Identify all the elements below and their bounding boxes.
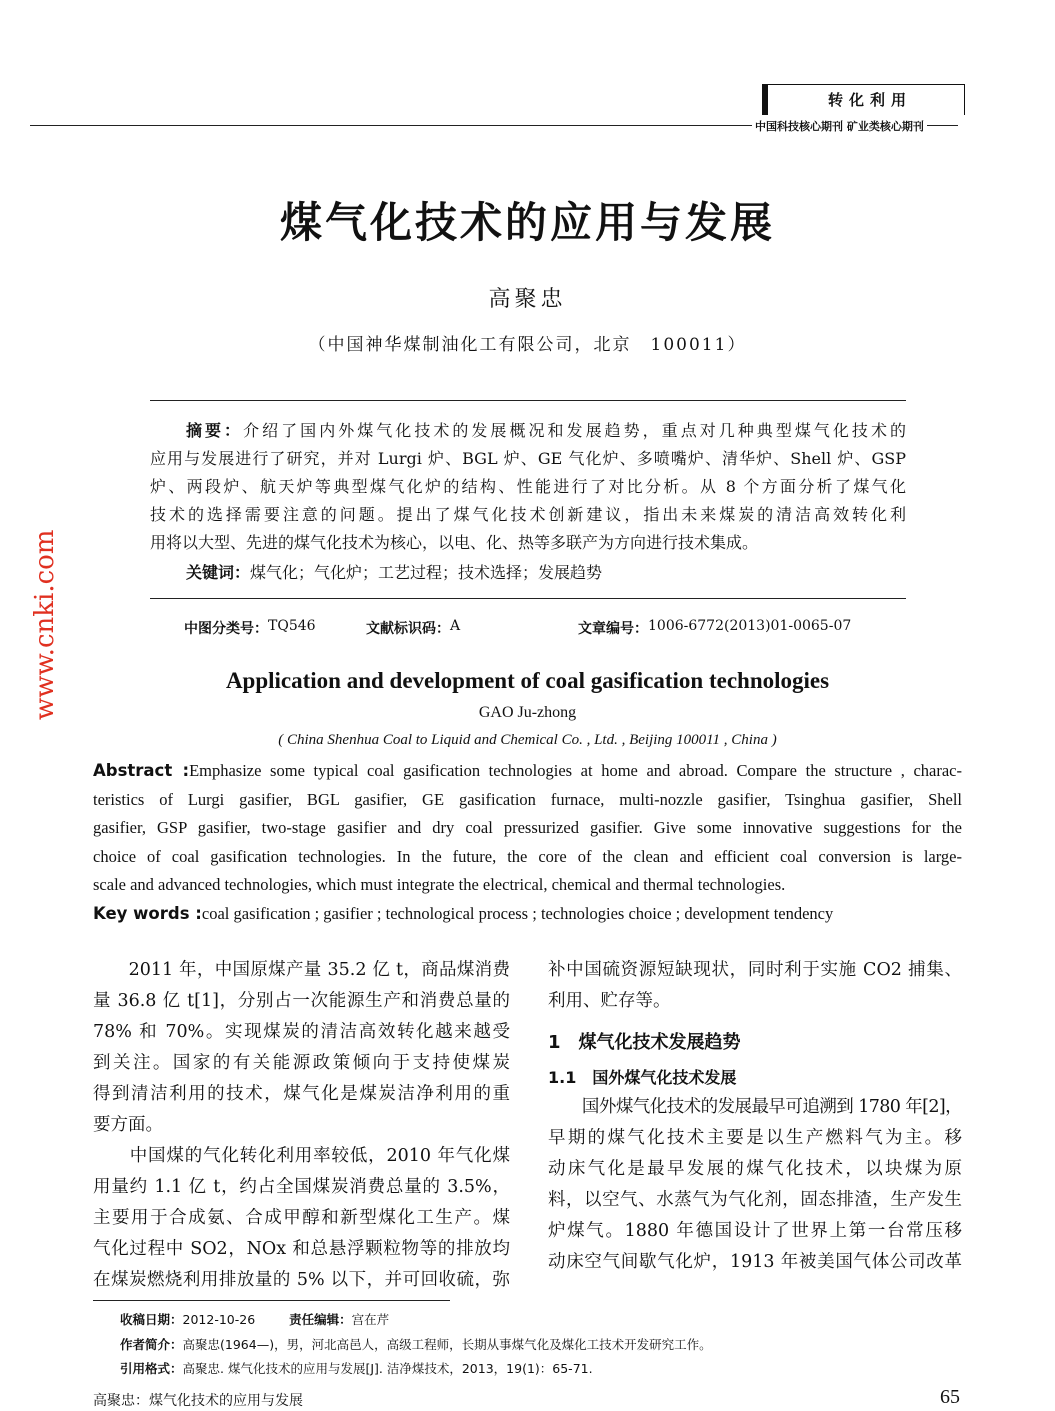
abstract-en: [93, 757, 962, 928]
abstract-bottom-rule: [150, 598, 906, 599]
body-line: 78% 和 70%。实现煤炭的清洁高效转化越来越受: [93, 1022, 510, 1042]
abstract-en-label: Abstract :: [93, 761, 190, 780]
received-date: 2012-10-26: [182, 1312, 256, 1327]
body-line: 用量约 1.1 亿 t，约占全国煤炭消费总量的 3.5%，: [93, 1177, 510, 1197]
english-author: GAO Ju-zhong: [478, 704, 577, 721]
abstract-en-line: gasifier, GSP gasifier, two-stage gasifier and dry coal pressurized gasifier. Give some innovative suggestions for the: [93, 818, 962, 837]
body-line: 主要用于合成氨、合成甲醇和新型煤化工生产。煤: [93, 1208, 510, 1228]
body-line: 动床空气间歇气化炉，1913 年被美国气体公司改革: [548, 1252, 962, 1272]
footnote-citation: [120, 1359, 593, 1377]
footnote-bio: [120, 1335, 712, 1353]
line-text: Emphasize some typical coal gasification technologies at home and abroad. Compare the structure , charac-: [189, 761, 962, 780]
abstract-line: 炉、两段炉、航天炉等典型煤气化炉的结构、性能进行了对比分析。从 8 个方面分析了煤气化: [150, 477, 906, 496]
english-title: Application and development of coal gasification technologies: [225, 668, 830, 693]
english-affiliation: ( China Shenhua Coal to Liquid and Chemical Co. , Ltd. , Beijing 100011 , China ): [278, 732, 777, 748]
abstract-label: 摘要：: [186, 421, 244, 440]
line-text: 介绍了国内外煤气化技术的发展概况和发展趋势，重点对几种典型煤气化技术的: [243, 421, 906, 440]
keywords-cn: [186, 560, 602, 583]
doc-value: A: [450, 618, 461, 634]
footnote-rule: [93, 1300, 450, 1301]
body-line: 要方面。: [93, 1115, 163, 1135]
body-line: 到关注。国家的有关能源政策倾向于支持使煤炭: [93, 1053, 510, 1073]
section-box: [762, 84, 965, 115]
body-line: 气化过程中 SO2，NOx 和总悬浮颗粒物等的排放均: [93, 1239, 510, 1259]
abstract-top-rule: [150, 400, 906, 401]
affiliation: （中国神华煤制油化工有限公司，北京 100011）: [308, 335, 747, 355]
body-line: 中国煤的气化转化利用率较低，2010 年气化煤: [93, 1146, 510, 1166]
clc-value: TQ546: [268, 618, 316, 634]
body-line: 炉煤气。1880 年德国设计了世界上第一台常压移: [548, 1221, 962, 1241]
article-label: 文章编号：: [578, 621, 648, 637]
editor-label: 责任编辑：: [289, 1312, 352, 1327]
abstract-line: 技术的选择需要注意的问题。提出了煤气化技术创新建议，指出未来煤炭的清洁高效转化利: [150, 505, 906, 524]
section-label: 转化利用: [828, 91, 913, 109]
cite-text: 高聚忠. 煤气化技术的应用与发展[J]. 洁净煤技术，2013，19(1)：65-71.: [182, 1361, 593, 1376]
body-line: 得到清洁利用的技术，煤气化是煤炭洁净利用的重: [93, 1084, 510, 1104]
cite-label: 引用格式：: [120, 1361, 183, 1376]
paper-title: 煤气化技术的应用与发展: [279, 198, 775, 247]
abstract-en-line: teristics of Lurgi gasifier, BGL gasifier, GE gasification furnace, multi-nozzle gasifier, Tsinghua gasifier, Shell: [93, 789, 962, 809]
article-value: 1006-6772(2013)01-0065-07: [648, 618, 852, 634]
keywords-en-text: coal gasification ; gasifier ; technological process ; technologies choice ; development tendency: [201, 903, 834, 923]
section-heading-1-1: 1.1 国外煤气化技术发展: [548, 1068, 737, 1087]
bio-text: 高聚忠(1964—)，男，河北高邑人，高级工程师，长期从事煤气化及煤化工技术开发研究工作。: [182, 1337, 712, 1352]
section-heading-1: 1 煤气化技术发展趋势: [548, 1032, 741, 1053]
abstract-line: [150, 417, 906, 445]
body-line: 2011 年，中国原煤产量 35.2 亿 t，商品煤消费: [93, 960, 510, 980]
body-line: 利用、贮存等。: [548, 991, 671, 1011]
keywords-en: [93, 900, 962, 929]
abstract-en-line: [93, 757, 962, 786]
body-line: 量 36.8 亿 t[1]，分别占一次能源生产和消费总量的: [93, 991, 510, 1011]
author: 高聚忠: [488, 287, 567, 312]
body-line: 在煤炭燃烧利用排放量的 5% 以下，并可回收硫，弥: [93, 1270, 510, 1290]
keywords-label: 关键词：: [186, 563, 251, 582]
keywords-text: 煤气化；气化炉；工艺过程；技术选择；发展趋势: [250, 563, 603, 582]
received-label: 收稿日期：: [120, 1312, 183, 1327]
keywords-en-label: Key words :: [93, 903, 202, 923]
body-line: 国外煤气化技术的发展最早可追溯到 1780 年[2]，: [548, 1097, 962, 1117]
abstract-en-line: choice of coal gasification technologies. In the future, the core of the clean and efficient coal conversion is large-: [93, 846, 962, 866]
body-line: 补中国硫资源短缺现状，同时利于实施 CO2 捕集、: [548, 960, 962, 980]
abstract-line: 应用与发展进行了研究，并对 Lurgi 炉、BGL 炉、GE 气化炉、多喷嘴炉、清华炉、Shell 炉、GSP: [150, 449, 906, 468]
watermark: www.cnki.com: [30, 529, 60, 720]
journal-tag: 中国科技核心期刊 矿业类核心期刊: [752, 118, 927, 134]
abstract-line: 用将以大型、先进的煤气化技术为核心，以电、化、热等多联产为方向进行技术集成。: [150, 533, 759, 552]
doc-label: 文献标识码：: [366, 621, 450, 637]
body-line: 动床气化是最早发展的煤气化技术，以块煤为原: [548, 1159, 962, 1179]
page-number: 65: [940, 1386, 960, 1408]
body-line: 料，以空气、水蒸气为气化剂，固态排渣，生产发生: [548, 1190, 962, 1210]
editor-name: 宫在芹: [351, 1312, 390, 1327]
body-line: 早期的煤气化技术主要是以生产燃料气为主。移: [548, 1128, 962, 1148]
bio-label: 作者简介：: [120, 1337, 183, 1352]
clc-label: 中图分类号：: [184, 621, 268, 637]
abstract-cn: [150, 417, 906, 557]
running-title: 高聚忠：煤气化技术的应用与发展: [93, 1393, 303, 1409]
footnote-received: [120, 1310, 389, 1328]
abstract-en-line: scale and advanced technologies, which must integrate the electrical, chemical and thermal technologies.: [93, 875, 786, 894]
body-left-column: [93, 955, 510, 1296]
body-right-column: [548, 955, 962, 1278]
